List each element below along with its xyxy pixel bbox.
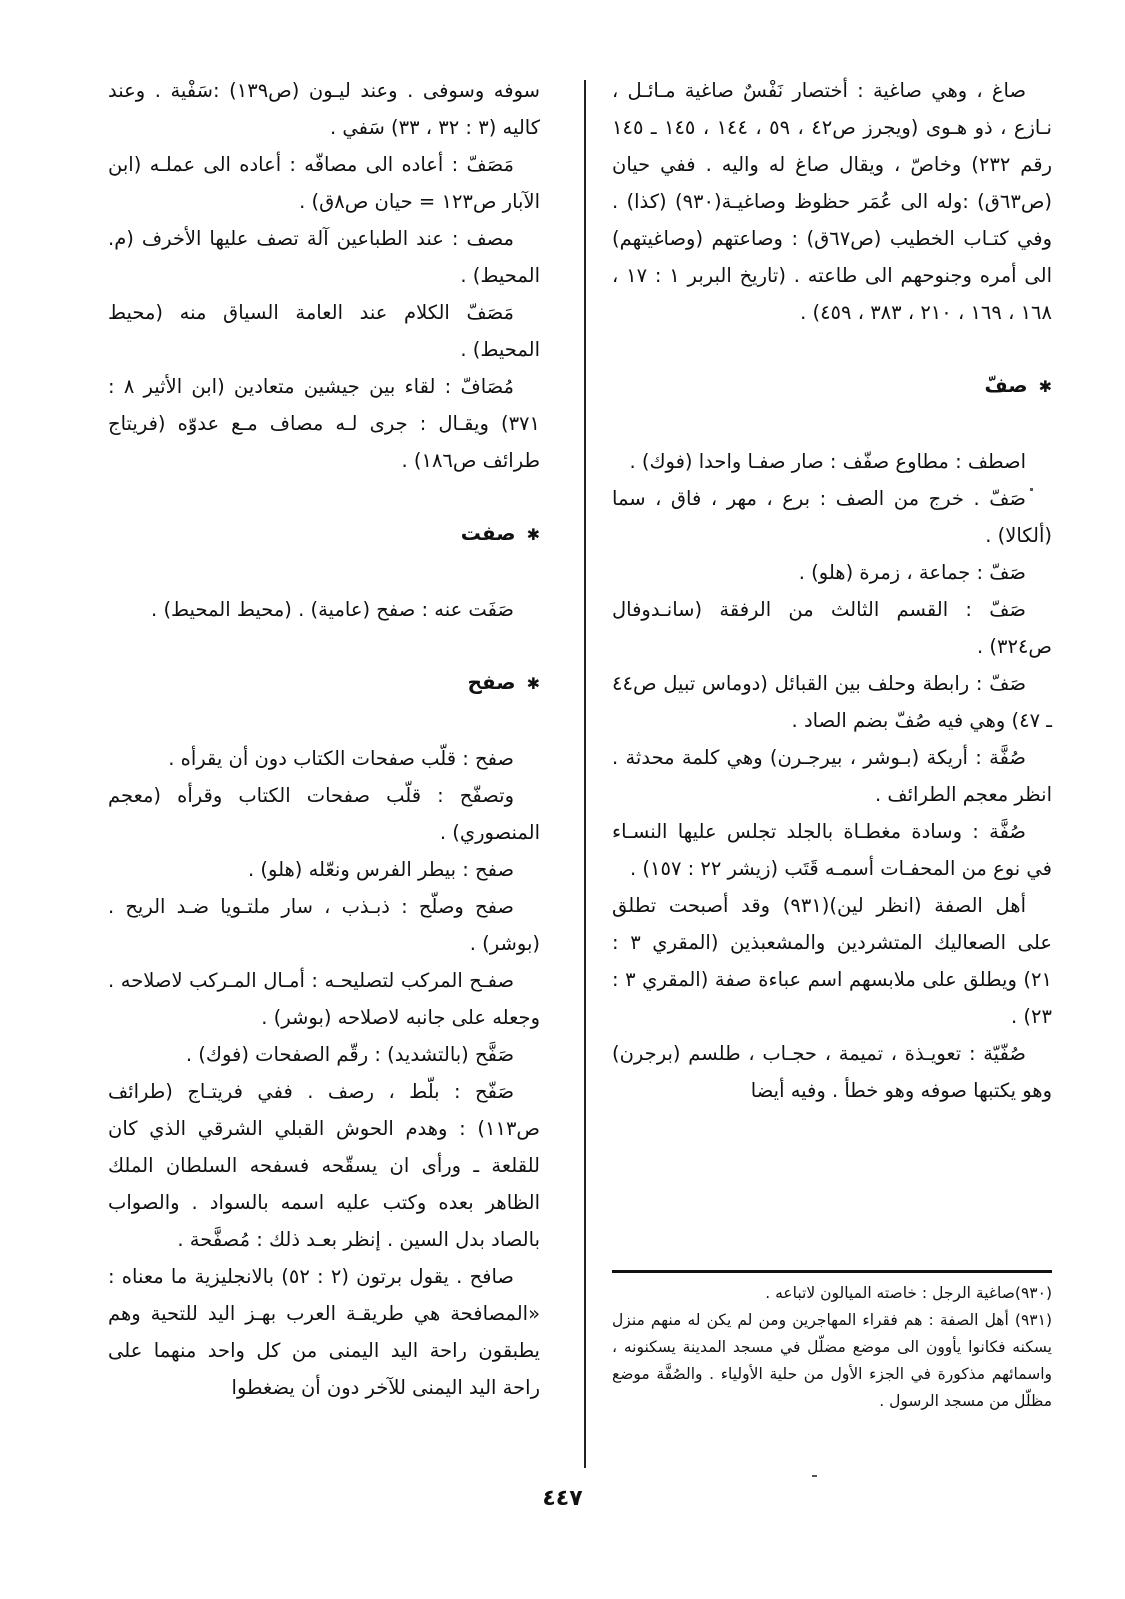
entry-paragraph: مَصَفّ : أعاده الى مصافّه : أعاده الى عملـه (ابن الآبار ص١٢٣ = حيان ص٨ق) . bbox=[108, 153, 540, 213]
entry-paragraph: صَفّح : بلّط ، رصف . ففي فريتـاج (طرائف ص١١٣) : وهدم الحوش القبلي الشرقي الذي كان للقلعة ـ ورأى ان يسقّحه فسفحه السلطان الملك الظاهر بعده وكتب عليه اسمه بالسواد . والصواب بالصاد بدل السين . إنظر بعـد ذلك : مُصفَّحة . bbox=[108, 1080, 540, 1251]
section-heading bbox=[612, 367, 1052, 405]
scan-speck bbox=[812, 1475, 817, 1477]
entry-paragraph: صفح : قلّب صفحات الكتاب دون أن يقرأه . bbox=[168, 747, 514, 770]
right-column bbox=[612, 72, 1052, 1109]
entry-paragraph: صَفَت عنه : صفح (عامية) . (محيط المحيط) . bbox=[151, 598, 514, 621]
entry-paragraph: صَفّ : جماعة ، زمرة (هلو) . bbox=[798, 561, 1026, 584]
page-number: ٤٤٧ bbox=[542, 1486, 583, 1511]
section-heading bbox=[108, 515, 540, 553]
asterisk-icon: ✱ bbox=[1038, 377, 1052, 396]
entry-paragraph: صَفّ : رابطة وحلف بين القبائل (دوماس تبيل ص٤٤ ـ ٤٧) وهي فيه صُفّ بضم الصاد . bbox=[612, 672, 1052, 732]
entry-paragraph: صُفَّة : وسادة مغطـاة بالجلد تجلس عليها النسـاء في نوع من المحفـات أسمـه قَتَب (زيشر ٢٢ : ١٥٧) . bbox=[612, 820, 1052, 880]
asterisk-icon: ✱ bbox=[526, 525, 540, 544]
entry-paragraph: صَفّ . خرج من الصف : برع ، مهر ، فاق ، سما (ألكالا) . bbox=[612, 487, 1052, 547]
entry-paragraph: صُفّيّة : تعويـذة ، تميمة ، حجـاب ، طلسم (برجرن) وهو يكتبها صوفه وهو خطأ . وفيه أيضا bbox=[612, 1042, 1052, 1102]
column-divider bbox=[584, 80, 586, 1468]
entry-paragraph: صفح وصلّح : ذبـذب ، سار ملتـويا ضـد الريح . (بوشر) . bbox=[108, 895, 540, 955]
entry-paragraph: مَصَفّ الكلام عند العامة السياق منه (محيط المحيط) . bbox=[108, 301, 540, 361]
footnotes bbox=[612, 1280, 1052, 1415]
section-heading-text: صفح bbox=[467, 670, 516, 694]
entry-paragraph: صفـح المركب لتصليحـه : أمـال المـركب لاصلاحه . وجعله على جانبه لاصلاحه (بوشر) . bbox=[108, 969, 540, 1029]
footnote: (٩٣١) أهل الصفة : هم فقراء المهاجرين ومن لم يكن له منهم منزل يسكنه فكانوا يأوون الى موضع مضلّل في مسجد المدينة يسكنونه ، واسمائهم مذكورة في الجزء الأول من حلية الأولياء . والصُفَّة موضع مظلّل من مسجد الرسول . bbox=[612, 1311, 1052, 1410]
left-column bbox=[108, 72, 540, 1406]
scan-speck bbox=[1030, 488, 1033, 491]
section-heading-text: صفّ bbox=[984, 373, 1028, 397]
entry-paragraph: صاغ ، وهي صاغية : أختصار نَفْسٌ صاغية مـائـل ، نـازع ، ذو هـوى (ويجرز ص٤٢ ، ٥٩ ، ١٤٤ ، ١٤٥ ـ ١٤٥ رقم ٢٣٢) وخاصّ ، ويقال صاغ له واليه . ففي حيان (ص٦٣ق) :وله الى عُمَر حظوظ وصاغيـة(٩٣٠) (كذا) . وفي كتـاب الخطيب (ص٦٧ق) : وصاعتهم (وصاغيتهم) الى أمره وجنوحهم الى طاعته . (تاريخ البربر ١ : ١٧ ، ١٦٨ ، ١٦٩ ، ٢١٠ ، ٣٨٣ ، ٤٥٩) . bbox=[612, 79, 1052, 324]
entry-paragraph: اصطف : مطاوع صفّف : صار صفـا واحدا (فوك) . bbox=[629, 450, 1026, 473]
entry-paragraph: وتصفّح : قلّب صفحات الكتاب وقرأه (معجم المنصوري) . bbox=[108, 784, 540, 844]
footnote: (٩٣٠)صاغية الرجل : خاصته الميالون لاتباعه . bbox=[765, 1284, 1052, 1302]
footnote-rule bbox=[612, 1270, 1052, 1273]
entry-paragraph: صُفَّة : أريكة (بـوشر ، بيرجـرن) وهي كلمة محدثة . انظر معجم الطرائف . bbox=[612, 746, 1052, 806]
section-heading bbox=[108, 664, 540, 702]
entry-paragraph: مصف : عند الطباعين آلة تصف عليها الأخرف (م. المحيط) . bbox=[108, 227, 540, 287]
entry-paragraph: صافح . يقول برتون (٢ : ٥٢) بالانجليزية ما معناه : «المصافحة هي طريقـة العرب بهـز اليد للتحية وهم يطبقون راحة اليد اليمنى من كل واحد منهما على راحة اليد اليمنى للآخر دون أن يضغطوا bbox=[108, 1265, 540, 1399]
entry-paragraph: سوفه وسوفى . وعند ليـون (ص١٣٩) :سَفْية . وعند كاليه (٣ : ٣٢ ، ٣٣) سَفي . bbox=[108, 79, 541, 139]
asterisk-icon: ✱ bbox=[526, 674, 540, 693]
section-heading-text: صفت bbox=[460, 521, 516, 545]
entry-paragraph: أهل الصفة (انظر لين)(٩٣١) وقد أصبحت تطلق على الصعاليك المتشردين والمشعبذين (المقري ٣ : ٢١) ويطلق على ملابسهم اسم عباءة صفة (المقري ٣ : ٢٣) . bbox=[612, 894, 1052, 1028]
entry-paragraph: مُصَافّ : لقاء بين جيشين متعادين (ابن الأثير ٨ : ٣٧١) ويقـال : جرى لـه مصاف مـع عدوّه (فريتاج طرائف ص١٨٦) . bbox=[108, 375, 540, 472]
entry-paragraph: صفح : بيطر الفرس ونعّله (هلو) . bbox=[247, 858, 514, 881]
entry-paragraph: صَفّ : القسم الثالث من الرفقة (سانـدوفال ص٣٢٤) . bbox=[612, 598, 1052, 658]
entry-paragraph: صَفَّح (بالتشديد) : رقّم الصفحات (فوك) . bbox=[185, 1043, 514, 1066]
